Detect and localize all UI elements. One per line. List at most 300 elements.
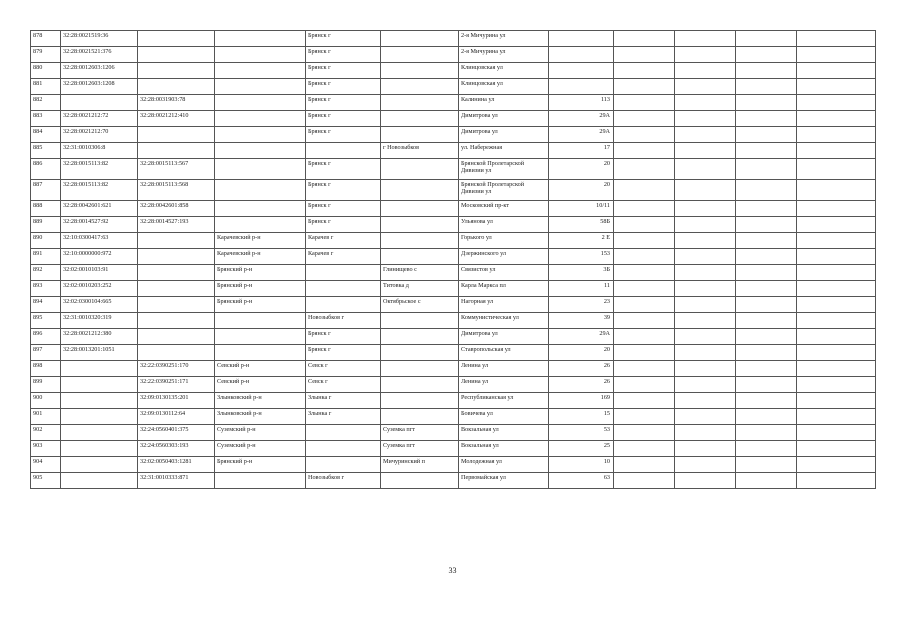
cell-district: Брянский р-н: [215, 457, 306, 473]
cell-extra-4: [797, 345, 876, 361]
cell-extra-1: [614, 180, 675, 201]
cell-extra-3: [736, 297, 797, 313]
cell-extra-2: [675, 297, 736, 313]
cell-city: [306, 425, 381, 441]
table-row: [31, 31, 876, 47]
cell-street: ул. Набережная: [459, 143, 549, 159]
cell-house-number: [549, 63, 614, 79]
cell-cadastral-number-building: 32:28:0042601:858: [138, 201, 215, 217]
cell-extra-3: [736, 457, 797, 473]
cell-cadastral-number-land: 32:31:0010320:319: [61, 313, 138, 329]
table-row: [31, 409, 876, 425]
cell-settlement: [381, 127, 459, 143]
table-row: [31, 457, 876, 473]
cell-extra-1: [614, 425, 675, 441]
cell-settlement: [381, 329, 459, 345]
cell-cadastral-number-land: 32:28:0015113:82: [61, 180, 138, 201]
cell-district: [215, 159, 306, 180]
page-number: 33: [448, 566, 457, 575]
cell-extra-4: [797, 180, 876, 201]
cell-extra-2: [675, 249, 736, 265]
cell-extra-2: [675, 313, 736, 329]
cell-row-number: 898: [31, 361, 61, 377]
cell-cadastral-number-land: [61, 409, 138, 425]
cell-district: [215, 345, 306, 361]
cell-street: Клинцовская ул: [459, 63, 549, 79]
table-row: [31, 159, 876, 180]
cell-street: Первомайская ул: [459, 473, 549, 489]
cell-extra-4: [797, 425, 876, 441]
cell-city: Новозыбков г: [306, 313, 381, 329]
cell-city: Новозыбков г: [306, 473, 381, 489]
cell-extra-2: [675, 393, 736, 409]
cell-house-number: 53: [549, 425, 614, 441]
cell-extra-3: [736, 361, 797, 377]
cell-settlement: [381, 249, 459, 265]
cell-extra-3: [736, 111, 797, 127]
cell-city: Брянск г: [306, 79, 381, 95]
cell-extra-1: [614, 393, 675, 409]
cell-house-number: 29А: [549, 329, 614, 345]
cell-cadastral-number-land: 32:28:0013201:1051: [61, 345, 138, 361]
cell-extra-2: [675, 217, 736, 233]
table-row: [31, 329, 876, 345]
cell-street: Коммунистическая ул: [459, 313, 549, 329]
table-row: [31, 393, 876, 409]
cell-extra-3: [736, 180, 797, 201]
cell-city: Брянск г: [306, 95, 381, 111]
cell-house-number: 3Б: [549, 265, 614, 281]
cell-row-number: 901: [31, 409, 61, 425]
cell-row-number: 881: [31, 79, 61, 95]
cell-street: Московский пр-кт: [459, 201, 549, 217]
cell-street: Калинина ул: [459, 95, 549, 111]
cell-extra-2: [675, 441, 736, 457]
cell-row-number: 893: [31, 281, 61, 297]
cell-extra-3: [736, 143, 797, 159]
cell-cadastral-number-building: [138, 281, 215, 297]
cell-cadastral-number-land: 32:28:0014527:92: [61, 217, 138, 233]
cell-cadastral-number-building: [138, 249, 215, 265]
cell-extra-3: [736, 63, 797, 79]
cell-cadastral-number-land: 32:28:0021212:72: [61, 111, 138, 127]
cell-row-number: 905: [31, 473, 61, 489]
cell-settlement: [381, 361, 459, 377]
cell-street: Димитрова ул: [459, 111, 549, 127]
cell-street: Горького ул: [459, 233, 549, 249]
cell-cadastral-number-land: [61, 441, 138, 457]
cell-extra-4: [797, 233, 876, 249]
cell-extra-4: [797, 31, 876, 47]
cell-extra-1: [614, 297, 675, 313]
cell-extra-3: [736, 409, 797, 425]
cell-street: Ленина ул: [459, 361, 549, 377]
table-row: [31, 79, 876, 95]
cell-street: Вокзальная ул: [459, 425, 549, 441]
cell-cadastral-number-land: 32:28:0021519:36: [61, 31, 138, 47]
cell-cadastral-number-building: 32:28:0031903:78: [138, 95, 215, 111]
cell-extra-4: [797, 127, 876, 143]
cell-house-number: 10: [549, 457, 614, 473]
cell-house-number: 20: [549, 345, 614, 361]
cell-cadastral-number-building: [138, 47, 215, 63]
cell-house-number: 113: [549, 95, 614, 111]
cell-city: Карачев г: [306, 233, 381, 249]
cell-row-number: 882: [31, 95, 61, 111]
cell-house-number: 169: [549, 393, 614, 409]
cell-city: [306, 265, 381, 281]
cell-cadastral-number-land: [61, 393, 138, 409]
cell-cadastral-number-building: 32:22:0390251:170: [138, 361, 215, 377]
cell-house-number: 29А: [549, 111, 614, 127]
cell-house-number: 29А: [549, 127, 614, 143]
cell-extra-2: [675, 233, 736, 249]
cell-district: Брянский р-н: [215, 297, 306, 313]
cell-row-number: 883: [31, 111, 61, 127]
cell-street: Ленина ул: [459, 377, 549, 393]
cell-district: Суземский р-н: [215, 441, 306, 457]
cell-extra-2: [675, 180, 736, 201]
cell-settlement: [381, 79, 459, 95]
cell-city: Брянск г: [306, 217, 381, 233]
cell-cadastral-number-land: [61, 473, 138, 489]
cell-settlement: [381, 31, 459, 47]
cell-street: Нагорная ул: [459, 297, 549, 313]
cell-extra-4: [797, 297, 876, 313]
cell-cadastral-number-land: 32:28:0042601:621: [61, 201, 138, 217]
cell-extra-1: [614, 281, 675, 297]
cell-extra-2: [675, 345, 736, 361]
cell-settlement: [381, 217, 459, 233]
cell-extra-4: [797, 473, 876, 489]
cell-settlement: [381, 201, 459, 217]
cell-street: Клинцовская ул: [459, 79, 549, 95]
cell-city: Злынка г: [306, 409, 381, 425]
cell-extra-2: [675, 281, 736, 297]
table-row: [31, 265, 876, 281]
cell-street: Ставропольская ул: [459, 345, 549, 361]
cell-extra-2: [675, 329, 736, 345]
cell-extra-4: [797, 79, 876, 95]
cell-row-number: 903: [31, 441, 61, 457]
cell-extra-3: [736, 473, 797, 489]
cell-house-number: [549, 31, 614, 47]
cell-city: Карачев г: [306, 249, 381, 265]
cell-city: Брянск г: [306, 31, 381, 47]
cell-extra-4: [797, 265, 876, 281]
cell-row-number: 885: [31, 143, 61, 159]
cell-street: Димитрова ул: [459, 329, 549, 345]
cell-extra-2: [675, 201, 736, 217]
cell-row-number: 904: [31, 457, 61, 473]
cell-extra-2: [675, 127, 736, 143]
cell-extra-3: [736, 79, 797, 95]
cell-row-number: 892: [31, 265, 61, 281]
cell-extra-1: [614, 409, 675, 425]
table-row: [31, 217, 876, 233]
cell-extra-2: [675, 31, 736, 47]
cell-row-number: 897: [31, 345, 61, 361]
cell-extra-1: [614, 95, 675, 111]
cell-extra-4: [797, 377, 876, 393]
cell-extra-3: [736, 233, 797, 249]
table-body: [31, 31, 876, 489]
cell-extra-2: [675, 265, 736, 281]
cell-extra-1: [614, 217, 675, 233]
cell-cadastral-number-land: 32:10:0000000:972: [61, 249, 138, 265]
cell-extra-2: [675, 361, 736, 377]
table-row: [31, 249, 876, 265]
cell-street: Республиканская ул: [459, 393, 549, 409]
cell-district: [215, 473, 306, 489]
cell-extra-3: [736, 377, 797, 393]
table-row: [31, 127, 876, 143]
cell-city: Брянск г: [306, 111, 381, 127]
cell-house-number: 26: [549, 361, 614, 377]
cell-settlement: Суземка пгт: [381, 425, 459, 441]
cell-city: Севск г: [306, 377, 381, 393]
cell-cadastral-number-land: 32:02:0010203:252: [61, 281, 138, 297]
cell-extra-1: [614, 361, 675, 377]
cell-extra-3: [736, 159, 797, 180]
cell-cadastral-number-land: [61, 95, 138, 111]
cell-settlement: г Новозыбков: [381, 143, 459, 159]
cell-house-number: 15: [549, 409, 614, 425]
cell-settlement: Титовка д: [381, 281, 459, 297]
cell-row-number: 880: [31, 63, 61, 79]
table-row: [31, 473, 876, 489]
table-row: [31, 180, 876, 201]
cell-extra-4: [797, 329, 876, 345]
cell-street: Бовичева ул: [459, 409, 549, 425]
cell-cadastral-number-building: 32:24:0560303:193: [138, 441, 215, 457]
cell-extra-2: [675, 143, 736, 159]
cell-street: Ульянова ул: [459, 217, 549, 233]
cell-district: [215, 217, 306, 233]
cell-extra-1: [614, 111, 675, 127]
cell-district: Злынковский р-н: [215, 393, 306, 409]
table-row: [31, 313, 876, 329]
cell-extra-3: [736, 31, 797, 47]
cell-house-number: [549, 47, 614, 63]
cell-house-number: 39: [549, 313, 614, 329]
cell-extra-2: [675, 111, 736, 127]
cell-city: [306, 441, 381, 457]
table-row: [31, 297, 876, 313]
cell-district: Карачевский р-н: [215, 233, 306, 249]
cell-house-number: [549, 79, 614, 95]
cell-city: Брянск г: [306, 159, 381, 180]
cell-cadastral-number-land: 32:31:0010306:8: [61, 143, 138, 159]
table-row: [31, 233, 876, 249]
cell-cadastral-number-building: 32:31:0010333:871: [138, 473, 215, 489]
cell-cadastral-number-land: 32:02:0300104:665: [61, 297, 138, 313]
cell-settlement: [381, 377, 459, 393]
cell-extra-1: [614, 377, 675, 393]
cell-cadastral-number-land: [61, 361, 138, 377]
cell-cadastral-number-land: [61, 457, 138, 473]
cell-city: [306, 297, 381, 313]
cell-row-number: 887: [31, 180, 61, 201]
cell-district: [215, 313, 306, 329]
cell-city: [306, 281, 381, 297]
cell-street: Дзержинского ул: [459, 249, 549, 265]
table-row: [31, 441, 876, 457]
cell-settlement: [381, 180, 459, 201]
cell-settlement: [381, 233, 459, 249]
cell-extra-1: [614, 143, 675, 159]
table-row: [31, 361, 876, 377]
cell-extra-3: [736, 127, 797, 143]
cell-extra-4: [797, 95, 876, 111]
cell-settlement: [381, 473, 459, 489]
cell-district: [215, 143, 306, 159]
cell-extra-3: [736, 201, 797, 217]
cell-district: [215, 63, 306, 79]
cell-district: [215, 95, 306, 111]
cell-house-number: 20: [549, 159, 614, 180]
cell-city: Брянск г: [306, 47, 381, 63]
cell-extra-1: [614, 345, 675, 361]
registry-sheet: [30, 30, 875, 489]
cell-row-number: 889: [31, 217, 61, 233]
cell-extra-4: [797, 111, 876, 127]
cell-house-number: 153: [549, 249, 614, 265]
cell-extra-1: [614, 233, 675, 249]
table-row: [31, 281, 876, 297]
cell-extra-4: [797, 409, 876, 425]
cell-settlement: [381, 47, 459, 63]
cell-extra-4: [797, 47, 876, 63]
cell-extra-4: [797, 361, 876, 377]
cell-city: Брянск г: [306, 345, 381, 361]
cell-cadastral-number-building: [138, 297, 215, 313]
cell-extra-4: [797, 457, 876, 473]
cell-cadastral-number-land: 32:28:0012603:1208: [61, 79, 138, 95]
cell-cadastral-number-building: [138, 31, 215, 47]
cell-extra-2: [675, 377, 736, 393]
cell-settlement: [381, 345, 459, 361]
cell-street: Связистов ул: [459, 265, 549, 281]
cell-extra-4: [797, 217, 876, 233]
cell-district: [215, 180, 306, 201]
cell-cadastral-number-building: 32:28:0021212:410: [138, 111, 215, 127]
cell-extra-3: [736, 217, 797, 233]
cell-row-number: 879: [31, 47, 61, 63]
cell-cadastral-number-building: [138, 79, 215, 95]
cell-city: Севск г: [306, 361, 381, 377]
cell-cadastral-number-land: [61, 377, 138, 393]
cell-cadastral-number-land: 32:02:0010103:91: [61, 265, 138, 281]
cell-row-number: 890: [31, 233, 61, 249]
cell-cadastral-number-building: 32:09:0130112:64: [138, 409, 215, 425]
cell-district: [215, 111, 306, 127]
cell-district: [215, 201, 306, 217]
cell-cadastral-number-building: [138, 329, 215, 345]
cell-settlement: Октябрьское с: [381, 297, 459, 313]
table-row: [31, 143, 876, 159]
cell-extra-2: [675, 473, 736, 489]
cell-extra-2: [675, 95, 736, 111]
cell-extra-4: [797, 393, 876, 409]
cell-extra-3: [736, 425, 797, 441]
cell-cadastral-number-building: [138, 127, 215, 143]
cell-house-number: 25: [549, 441, 614, 457]
cell-extra-3: [736, 281, 797, 297]
cell-settlement: Суземка пгт: [381, 441, 459, 457]
cell-cadastral-number-building: 32:22:0390251:171: [138, 377, 215, 393]
cell-extra-3: [736, 329, 797, 345]
cell-extra-4: [797, 441, 876, 457]
cell-extra-4: [797, 313, 876, 329]
cell-city: Брянск г: [306, 201, 381, 217]
cell-extra-3: [736, 345, 797, 361]
cell-settlement: Глинищево с: [381, 265, 459, 281]
table-row: [31, 63, 876, 79]
table-row: [31, 425, 876, 441]
cell-extra-4: [797, 201, 876, 217]
cell-row-number: 886: [31, 159, 61, 180]
cell-row-number: 895: [31, 313, 61, 329]
cell-cadastral-number-building: [138, 143, 215, 159]
cell-row-number: 878: [31, 31, 61, 47]
cell-street: 2-я Мичурина ул: [459, 47, 549, 63]
cell-extra-1: [614, 159, 675, 180]
cell-city: Брянск г: [306, 63, 381, 79]
cell-settlement: [381, 409, 459, 425]
cell-district: Брянский р-н: [215, 265, 306, 281]
cell-cadastral-number-land: 32:10:0300417:63: [61, 233, 138, 249]
registry-table: [30, 30, 876, 489]
cell-city: Брянск г: [306, 329, 381, 345]
cell-house-number: 20: [549, 180, 614, 201]
cell-cadastral-number-building: 32:28:0015113:568: [138, 180, 215, 201]
cell-extra-1: [614, 249, 675, 265]
cell-street: 2-я Мичурина ул: [459, 31, 549, 47]
cell-house-number: 2 Е: [549, 233, 614, 249]
cell-extra-1: [614, 473, 675, 489]
cell-row-number: 894: [31, 297, 61, 313]
cell-row-number: 884: [31, 127, 61, 143]
table-row: [31, 377, 876, 393]
cell-cadastral-number-building: 32:02:0050403:1281: [138, 457, 215, 473]
cell-district: Суземский р-н: [215, 425, 306, 441]
cell-city: [306, 143, 381, 159]
cell-cadastral-number-building: [138, 265, 215, 281]
cell-extra-3: [736, 265, 797, 281]
cell-extra-4: [797, 249, 876, 265]
cell-extra-2: [675, 159, 736, 180]
cell-extra-4: [797, 159, 876, 180]
cell-extra-1: [614, 79, 675, 95]
cell-extra-2: [675, 409, 736, 425]
cell-district: Севский р-н: [215, 361, 306, 377]
cell-street: Молодежная ул: [459, 457, 549, 473]
cell-extra-4: [797, 63, 876, 79]
cell-district: [215, 127, 306, 143]
cell-settlement: [381, 159, 459, 180]
cell-extra-3: [736, 393, 797, 409]
cell-street: Вокзальная ул: [459, 441, 549, 457]
cell-extra-2: [675, 457, 736, 473]
cell-street: Карла Маркса пл: [459, 281, 549, 297]
cell-row-number: 900: [31, 393, 61, 409]
cell-cadastral-number-land: 32:28:0015113:82: [61, 159, 138, 180]
cell-extra-4: [797, 281, 876, 297]
cell-district: Севский р-н: [215, 377, 306, 393]
cell-extra-4: [797, 143, 876, 159]
cell-extra-2: [675, 63, 736, 79]
